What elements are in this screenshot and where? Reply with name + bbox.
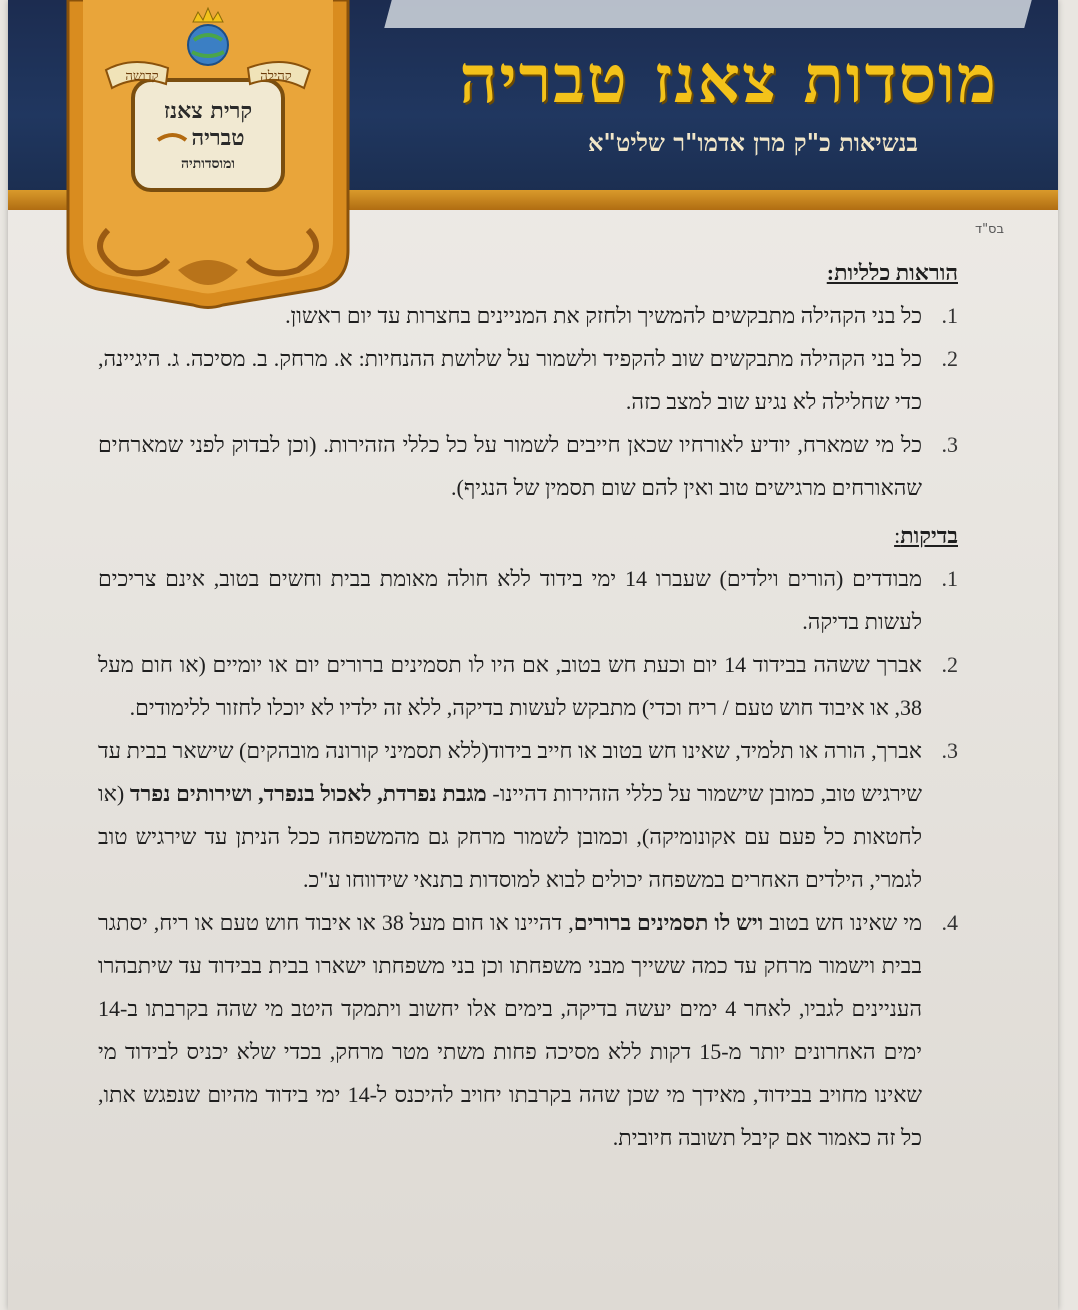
- item-text-part: מי שאינו חש בטוב: [763, 910, 923, 935]
- item-text-bold: ויש לו תסמינים ברורים: [573, 910, 764, 935]
- institution-title: מוסדות צאנז טבריה: [459, 40, 998, 118]
- banner-top-strip: [384, 0, 1032, 28]
- ribbon-right-text: קדושה: [125, 69, 159, 84]
- tests-heading: [98, 523, 958, 549]
- item-number: 1.: [941, 566, 958, 591]
- item-text-part: אברך, הורה או תלמיד, שאינו חש בטוב או חייב בידוד(ללא תסמיני קורונה מובהקים) שישאר בבית עד שירגיש טוב, כמובן שישמור על כללי הזהירות דהיינו-: [98, 738, 922, 806]
- item-text: [98, 729, 922, 901]
- item-text-bold: מגבת נפרדת, לאכול בנפרד, ושירותים נפרד: [129, 781, 487, 806]
- document-body: [98, 260, 958, 1159]
- bsd-header: בס"ד: [974, 222, 1004, 237]
- general-heading: הוראות כלליות:: [826, 260, 958, 285]
- item-text-part: (או לחטאות כל פעם עם אקונומיקה), וכמובן לשמור מרחק גם מהמשפחה ככל הניתן עד שירגיש טוב לגמרי, הילדים האחרים במשפחה יכולים לבוא למוסדות בתנאי שידווחו ע"כ.: [98, 781, 922, 892]
- item-number: 3.: [941, 738, 958, 763]
- list-item: [98, 423, 958, 509]
- item-text-part: , דהיינו או חום מעל 38 או איבוד חוש טעם או ריח, יסתגר בבית וישמור מרחק עד כמה ששייך מבני משפחתו וכן בני משפחתו ישארו בבית בבידוד עד שיתבהרו העניינים לגביו, לאחר 4 ימים יעשה בדיקה, בימים אלו יחשוב ויתמקד היטב מי שהה בקרבתו ב-14 ימים האחרונים יותר מ-15 דקות ללא מסיכה פחות משתי מטר מרחק, בכדי שלא יכניס לבידוד מי שאינו מחויב בבידוד, מאידך מי שכן שהה בקרבתו יחויב להיכנס ל-14 ימי בידוד מהיום שנפגש אתו, כל זה כאמור אם קיבל תשובה חיובית.: [98, 910, 923, 1150]
- item-text: כל בני הקהילה מתבקשים שוב להקפיד ולשמור על שלושת ההנחיות: א. מרחק. ב. מסיכה. ג. היגיינה, כדי שחלילה לא נגיע שוב למצב כזה.: [98, 346, 922, 414]
- ribbon-left-text: קהילה: [260, 69, 292, 84]
- item-number: 1.: [941, 303, 958, 328]
- item-text: [98, 901, 922, 1159]
- general-section: [98, 260, 958, 509]
- globe-icon: [188, 25, 228, 65]
- tests-heading-text: בדיקות: [900, 523, 958, 548]
- list-item: [98, 337, 958, 423]
- item-text: כל בני הקהילה מתבקשים להמשיך ולחזק את המניינים בחצרות עד יום ראשון.: [285, 303, 922, 328]
- list-item: [98, 557, 958, 643]
- institution-subtitle: בנשיאות כ"ק מרן אדמו"ר שליט"א: [587, 128, 918, 157]
- tests-section: [98, 523, 958, 1159]
- list-item: [98, 643, 958, 729]
- item-number: 2.: [941, 652, 958, 677]
- item-number: 4.: [941, 910, 958, 935]
- tests-heading-colon: :: [894, 523, 901, 548]
- list-item: [98, 294, 958, 337]
- list-item: [98, 901, 958, 1159]
- emblem-line3: ומוסדותיה: [180, 156, 236, 172]
- item-number: 3.: [941, 432, 958, 457]
- emblem-line2: טבריה: [191, 125, 245, 151]
- item-number: 2.: [941, 346, 958, 371]
- item-text: אברך ששהה בבידוד 14 יום וכעת חש בטוב, אם היו לו תסמינים ברורים יום או יומיים (או חום מעל 38, או איבוד חוש טעם / ריח וכדי) מתבקש לעשות בדיקה, ללא זה ילדיו לא יוכלו לחזור ללימודים.: [98, 652, 922, 720]
- item-text: כל מי שמארח, יודיע לאורחיו שכאן חייבים לשמור על כל כללי הזהירות. (וכן לבדוק לפני שמארחים שהאורחים מרגישים טוב ואין להם שום תסמין של הנגיף).: [98, 432, 922, 500]
- item-text: מבודדים (הורים וילדים) שעברו 14 ימי בידוד ללא חולה מאומת בבית וחשים בטוב, אינם צריכים לעשות בדיקה.: [98, 566, 922, 634]
- list-item: [98, 729, 958, 901]
- emblem-line1: קרית צאנז: [163, 98, 253, 124]
- document-page: [8, 0, 1058, 1310]
